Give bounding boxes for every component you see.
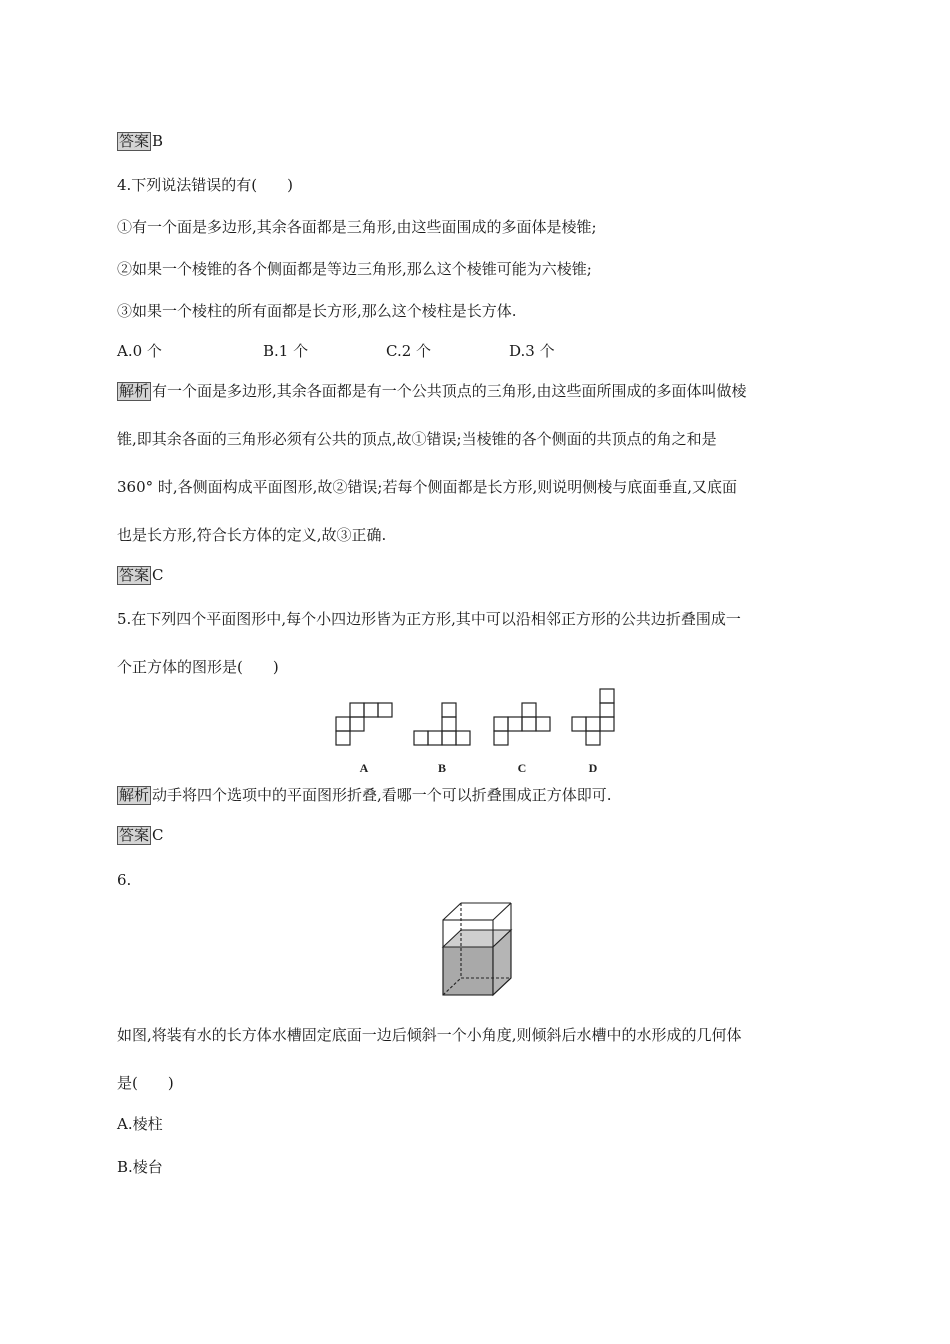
net-b — [414, 703, 470, 745]
option-c: C.2 个 — [386, 342, 432, 360]
answer-value: C — [152, 566, 164, 584]
question-5-stem-1: 5.在下列四个平面图形中,每个小四边形皆为正方形,其中可以沿相邻正方形的公共边折叠围成一 — [117, 610, 741, 628]
question-6-stem-1: 如图,将装有水的长方体水槽固定底面一边后倾斜一个小角度,则倾斜后水槽中的水形成的几何体 — [117, 1026, 742, 1044]
question-4-statement-1: ①有一个面是多边形,其余各面都是三角形,由这些面围成的多面体是棱锥; — [117, 218, 597, 236]
option-d: D.3 个 — [509, 342, 555, 360]
question-4-stem: 4.下列说法错误的有( ) — [117, 176, 294, 194]
answer-value: B — [152, 132, 164, 150]
answer-tag: 答案 — [119, 132, 150, 150]
analysis-line-4: 也是长方形,符合长方体的定义,故③正确. — [117, 526, 387, 544]
analysis-line-3: 360° 时,各侧面构成平面图形,故②错误;若每个侧面都是长方形,则说明侧棱与底面垂直,又底面 — [117, 478, 738, 496]
answer-line-q5 — [117, 825, 164, 845]
net-label-c: C — [517, 761, 527, 775]
analysis-text: 动手将四个选项中的平面图形折叠,看哪一个可以折叠围成正方体即可. — [152, 786, 612, 804]
option-b: B.1 个 — [263, 342, 309, 360]
answer-line-q3 — [117, 131, 163, 151]
answer-line-q4 — [117, 565, 164, 585]
question-6-stem-2: 是( ) — [117, 1074, 174, 1092]
answer-tag: 答案 — [119, 566, 150, 584]
question-6-number: 6. — [117, 871, 132, 889]
analysis-line-q5 — [117, 785, 612, 805]
analysis-text: 有一个面是多边形,其余各面都是有一个公共顶点的三角形,由这些面所围成的多面体叫做棱 — [152, 382, 747, 400]
option-a: A.0 个 — [117, 342, 162, 360]
question-6-option-a: A.棱柱 — [117, 1115, 163, 1133]
question-4-statement-3: ③如果一个棱柱的所有面都是长方形,那么这个棱柱是长方体. — [117, 302, 517, 320]
net-a — [336, 703, 392, 745]
water-tank-figure — [436, 895, 518, 1000]
net-label-b: B — [437, 761, 447, 775]
question-5-stem-2: 个正方体的图形是( ) — [117, 658, 279, 676]
analysis-tag: 解析 — [119, 382, 150, 400]
answer-value: C — [152, 826, 164, 844]
question-4-statement-2: ②如果一个棱锥的各个侧面都是等边三角形,那么这个棱锥可能为六棱锥; — [117, 260, 592, 278]
analysis-line-2: 锥,即其余各面的三角形必须有公共的顶点,故①错误;当棱锥的各个侧面的共顶点的角之和是 — [117, 430, 717, 448]
net-d — [572, 689, 614, 745]
analysis-tag: 解析 — [119, 786, 150, 804]
cube-nets-figure — [330, 685, 630, 780]
question-6-option-b: B.棱台 — [117, 1158, 163, 1176]
net-label-d: D — [588, 761, 598, 775]
net-label-a: A — [359, 761, 369, 775]
answer-tag: 答案 — [119, 826, 150, 844]
analysis-line-1 — [117, 381, 747, 401]
net-c — [494, 703, 550, 745]
